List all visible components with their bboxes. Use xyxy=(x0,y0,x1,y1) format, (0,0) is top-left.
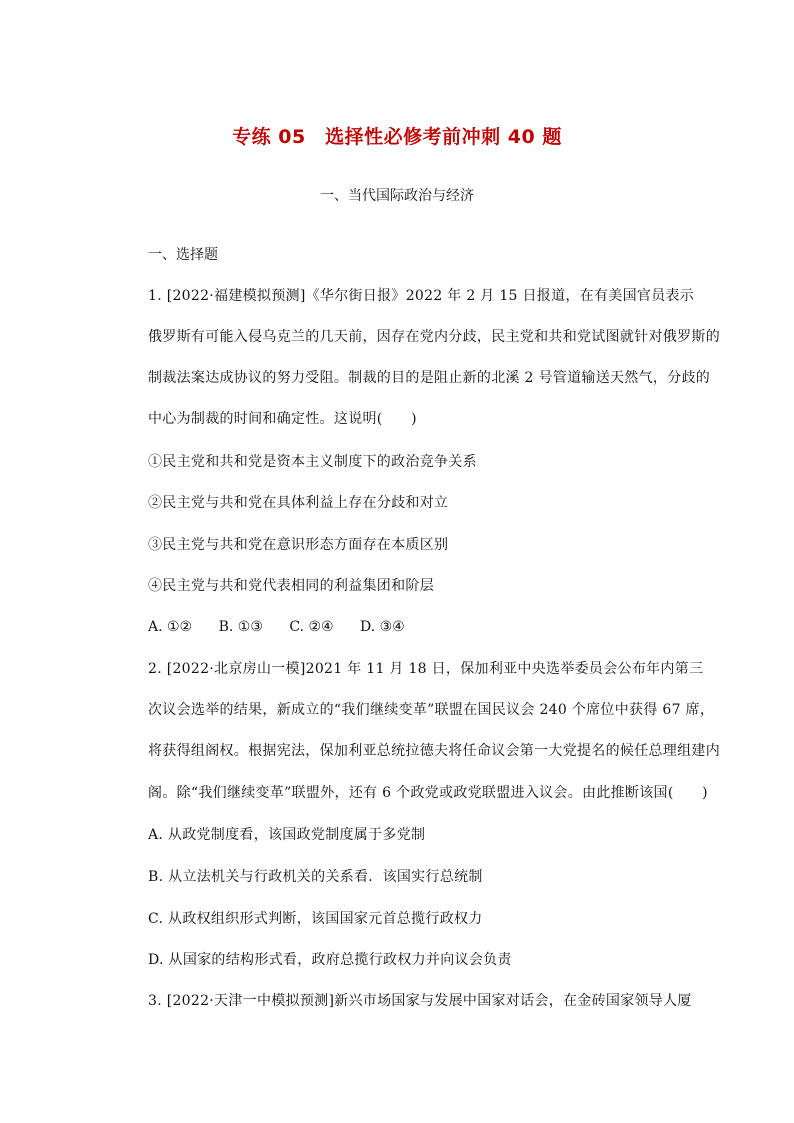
q1-item-1: ①民主党和共和党是资本主义制度下的政治竞争关系 xyxy=(148,454,477,470)
section-subtitle: 一、当代国际政治与经济 xyxy=(320,188,474,204)
q1-line-2: 俄罗斯有可能入侵乌克兰的几天前，因存在党内分歧，民主党和共和党试图就针对俄罗斯的 xyxy=(148,329,720,345)
q1-item-3: ③民主党与共和党在意识形态方面存在本质区别 xyxy=(148,537,449,553)
q1-choice-a: A. ①② xyxy=(148,619,193,635)
q2-option-d: D. 从国家的结构形式看，政府总揽行政权力并向议会负责 xyxy=(148,952,512,968)
q2-option-a: A. 从政党制度看，该国政党制度属于多党制 xyxy=(148,827,426,843)
q1-item-2: ②民主党与共和党在具体利益上存在分歧和对立 xyxy=(148,495,449,511)
q2-option-b: B. 从立法机关与行政机关的关系看．该国实行总统制 xyxy=(148,869,483,885)
q1-choice-b: B. ①③ xyxy=(218,619,263,635)
q1-line-3: 制裁法案达成协议的努力受阻。制裁的目的是阻止新的北溪 2 号管道输送天然气，分歧的 xyxy=(148,370,711,386)
q2-line-4: 阁。除“我们继续变革”联盟外，还有 6 个政党或政党联盟进入议会。由此推断该国( ) xyxy=(148,785,708,801)
section-heading: 一、选择题 xyxy=(148,247,218,263)
q1-choice-d: D. ③④ xyxy=(360,619,405,635)
q2-line-2: 次议会选举的结果，新成立的“我们继续变革”联盟在国民议会 240 个席位中获得 67 席， xyxy=(148,702,715,718)
page-title: 专练 05 选择性必修考前冲刺 40 题 xyxy=(232,126,562,148)
q2-line-3: 将获得组阁权。根据宪法，保加利亚总统拉德夫将任命议会第一大党提名的候任总理组建内 xyxy=(148,743,720,759)
q3-line-1: 3. [2022·天津一中模拟预测]新兴市场国家与发展中国家对话会，在金砖国家领导人厦 xyxy=(148,993,692,1009)
q1-line-4: 中心为制裁的时间和确定性。这说明( ) xyxy=(148,411,417,427)
q1-item-4: ④民主党与共和党代表相同的利益集团和阶层 xyxy=(148,578,434,594)
q1-choice-c: C. ②④ xyxy=(289,619,334,635)
q2-option-c: C. 从政权组织形式判断，该国国家元首总揽行政权力 xyxy=(148,911,483,927)
q1-choices xyxy=(148,617,427,637)
q1-line-1: 1. [2022·福建模拟预测]《华尔街日报》2022 年 2 月 15 日报道，在有美国官员表示 xyxy=(148,288,695,304)
q2-line-1: 2. [2022·北京房山一模]2021 年 11 月 18 日，保加利亚中央选举委员会公布年内第三 xyxy=(148,661,704,677)
